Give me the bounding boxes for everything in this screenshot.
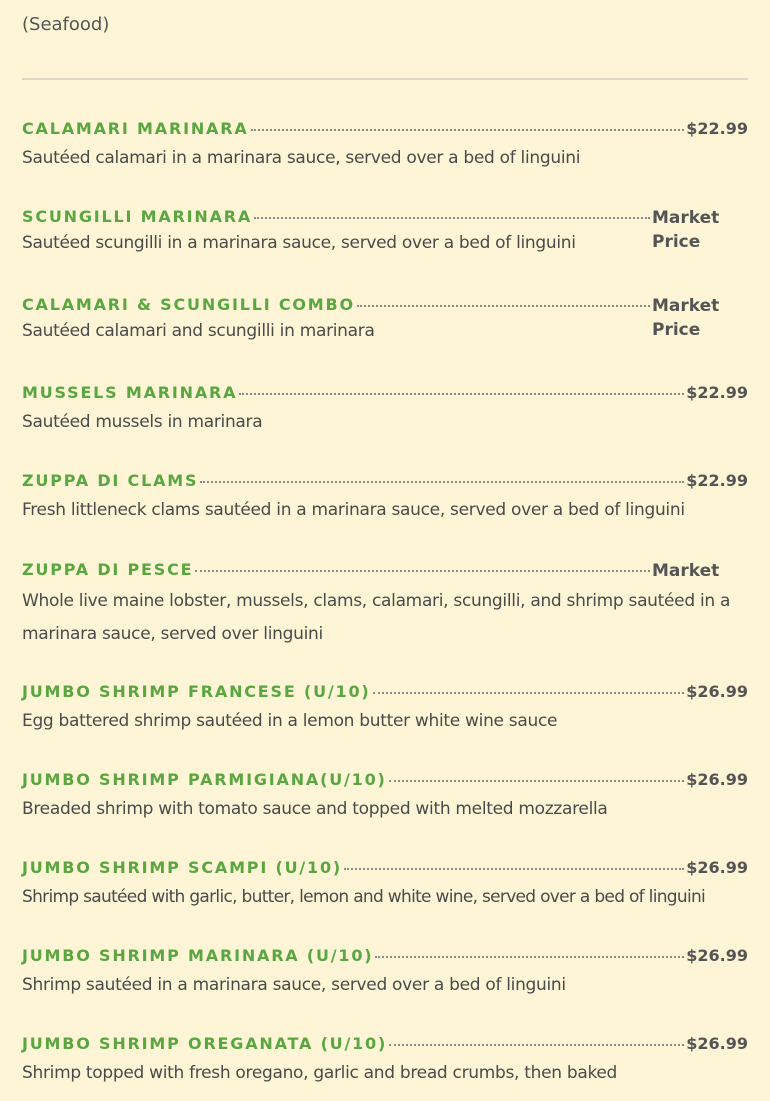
menu-item-name: JUMBO SHRIMP MARINARA (U/10)	[22, 946, 374, 965]
menu-item-description: Egg battered shrimp sautéed in a lemon butter white wine sauce	[22, 711, 558, 731]
menu-item-price: $26.99	[686, 858, 748, 877]
menu-item-description: Sautéed calamari in a marinara sauce, served over a bed of linguini	[22, 148, 581, 168]
dot-leader	[389, 780, 685, 782]
menu-item	[22, 292, 748, 380]
dot-leader	[254, 217, 650, 219]
dot-leader	[251, 129, 685, 131]
menu-item	[22, 557, 748, 679]
menu-item-description: Shrimp topped with fresh oregano, garlic and bread crumbs, then baked	[22, 1063, 618, 1083]
menu-item-description: Shrimp sautéed with garlic, butter, lemon and white wine, served over a bed of linguini	[22, 887, 706, 907]
menu-item	[22, 468, 748, 557]
menu-item-name: CALAMARI & SCUNGILLI COMBO	[22, 295, 355, 314]
menu-item	[22, 1031, 748, 1101]
menu-item-description: Sautéed scungilli in a marinara sauce, served over a bed of linguini	[22, 233, 576, 253]
dot-leader	[195, 570, 650, 572]
menu-item-name: CALAMARI MARINARA	[22, 119, 249, 138]
menu-item-name: JUMBO SHRIMP FRANCESE (U/10)	[22, 682, 371, 701]
menu-item-description: Fresh littleneck clams sautéed in a marinara sauce, served over a bed of linguini	[22, 500, 685, 520]
menu-item-name: JUMBO SHRIMP PARMIGIANA(U/10)	[22, 770, 387, 789]
dot-leader	[200, 481, 684, 483]
menu-item	[22, 380, 748, 468]
menu-item-price: $22.99	[686, 383, 748, 402]
menu-list	[22, 116, 748, 1101]
menu-item	[22, 767, 748, 855]
menu-item-price: $26.99	[686, 770, 748, 789]
menu-item-price: $26.99	[686, 946, 748, 965]
menu-item-price: $22.99	[686, 471, 748, 490]
dot-leader	[357, 305, 650, 307]
menu-item-price: $26.99	[686, 1034, 748, 1053]
menu-item-price: $22.99	[686, 119, 748, 138]
menu-item-description: Whole live maine lobster, mussels, clams, calamari, scungilli, and shrimp sautéed in a marinara sauce, served over linguini	[22, 591, 731, 644]
menu-item	[22, 679, 748, 767]
menu-item-price: $26.99	[686, 682, 748, 701]
dot-leader	[239, 393, 684, 395]
dot-leader	[389, 1044, 684, 1046]
menu-item	[22, 855, 748, 943]
menu-item-name: JUMBO SHRIMP OREGANATA (U/10)	[22, 1034, 388, 1053]
dot-leader	[344, 868, 684, 870]
menu-item-price: Market	[652, 561, 720, 581]
menu-item-price: Market Price	[652, 208, 720, 252]
menu-item-name: SCUNGILLI MARINARA	[22, 207, 253, 226]
section-divider	[22, 78, 748, 80]
menu-item-price: Market Price	[652, 296, 720, 340]
menu-item-name: MUSSELS MARINARA	[22, 383, 238, 402]
menu-item-description: Breaded shrimp with tomato sauce and topped with melted mozzarella	[22, 799, 608, 819]
dot-leader	[375, 956, 684, 958]
menu-item-name: JUMBO SHRIMP SCAMPI (U/10)	[22, 858, 342, 877]
menu-item-description: Sautéed mussels in marinara	[22, 412, 263, 432]
menu-item-description: Sautéed calamari and scungilli in marinara	[22, 321, 375, 341]
dot-leader	[373, 692, 685, 694]
menu-item	[22, 943, 748, 1031]
menu-item-description: Shrimp sautéed in a marinara sauce, served over a bed of linguini	[22, 975, 566, 995]
menu-item	[22, 116, 748, 204]
menu-item-name: ZUPPA DI CLAMS	[22, 471, 199, 490]
menu-item	[22, 204, 748, 292]
category-label: (Seafood)	[22, 14, 110, 35]
menu-item-name: ZUPPA DI PESCE	[22, 560, 194, 579]
